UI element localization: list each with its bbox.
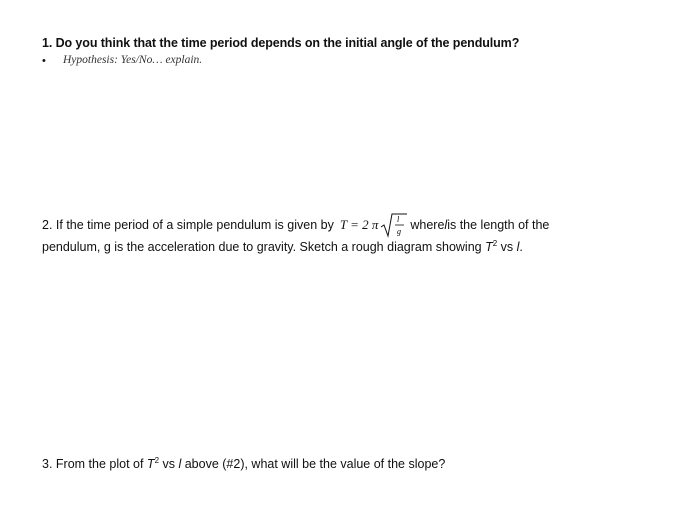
- period: .: [519, 240, 523, 254]
- vs-text: vs: [497, 240, 517, 254]
- question-2-after-formula: where: [410, 218, 445, 232]
- question-2-lead: 2. If the time period of a simple pendulum is given by: [42, 218, 334, 232]
- formula-lhs: T = 2 π: [339, 217, 379, 232]
- question-2-line-1: [42, 212, 549, 238]
- question-2-line2-head: pendulum, g is the acceleration due to gravity. Sketch a rough diagram showing: [42, 240, 486, 254]
- vs-text: vs: [159, 457, 179, 471]
- variable-T: T: [146, 457, 155, 471]
- question-2-line-2: [42, 240, 523, 254]
- variable-l: l: [516, 240, 520, 254]
- variable-l: l: [178, 457, 182, 471]
- formula-numerator: l: [397, 215, 400, 224]
- period-formula: [340, 212, 409, 238]
- sqrt-fraction-icon: [378, 212, 408, 238]
- question-1: 1. Do you think that the time period depends on the initial angle of the pendulum?: [42, 36, 520, 50]
- exponent: 2: [154, 455, 160, 465]
- hypothesis-prompt: Hypothesis: Yes/No… explain.: [63, 54, 203, 66]
- question-3-head: 3. From the plot of: [42, 457, 147, 471]
- question-2-line1-tail: is the length of the: [447, 218, 550, 232]
- question-3: [42, 457, 445, 471]
- variable-l: l: [444, 218, 448, 232]
- bullet-point: •: [42, 55, 46, 67]
- exponent: 2: [492, 238, 498, 248]
- question-3-tail: above (#2), what will be the value of the slope?: [181, 457, 446, 471]
- formula-denominator: g: [397, 227, 402, 236]
- variable-T: T: [485, 240, 493, 254]
